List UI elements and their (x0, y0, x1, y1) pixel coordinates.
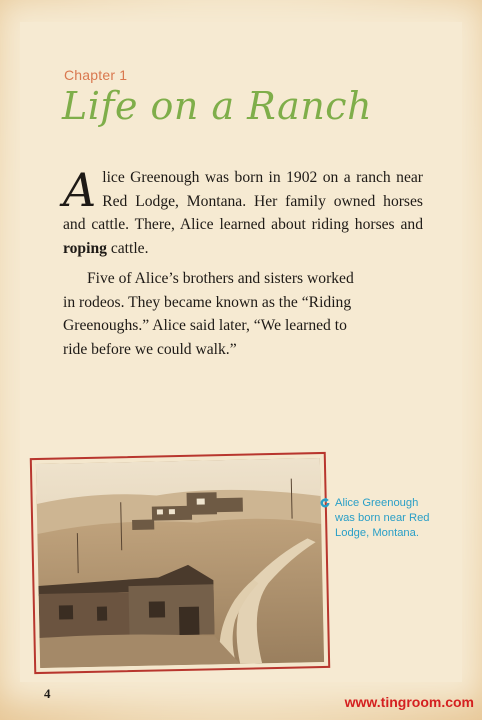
chapter-label: Chapter 1 (64, 67, 128, 83)
photo-caption (320, 496, 440, 541)
paragraph-1-text: lice Greenough was born in 1902 on a ranch near Red Lodge, Montana. Her family owned horses and cattle. There, Alice learned about riding horses and (63, 169, 423, 233)
paragraph-1 (63, 163, 423, 260)
watermark: www.tingroom.com (344, 694, 474, 710)
photo-frame (30, 452, 330, 674)
paragraph-2: Five of Alice’s brothers and sisters worked in rodeos. They became known as the “Riding Greenoughs.” Alice said later, “We learned to ride before we could walk.” (63, 270, 354, 358)
caption-text: Alice Greenough was born near Red Lodge, Montana. (335, 497, 430, 539)
page-number: 4 (44, 686, 51, 701)
chapter-title: Life on a Ranch (62, 84, 373, 128)
bold-term: roping (63, 239, 107, 257)
ranch-photo (36, 458, 324, 668)
drop-cap: A (63, 163, 97, 217)
paragraph-1-end: cattle. (106, 239, 149, 257)
arrow-icon (320, 498, 330, 508)
